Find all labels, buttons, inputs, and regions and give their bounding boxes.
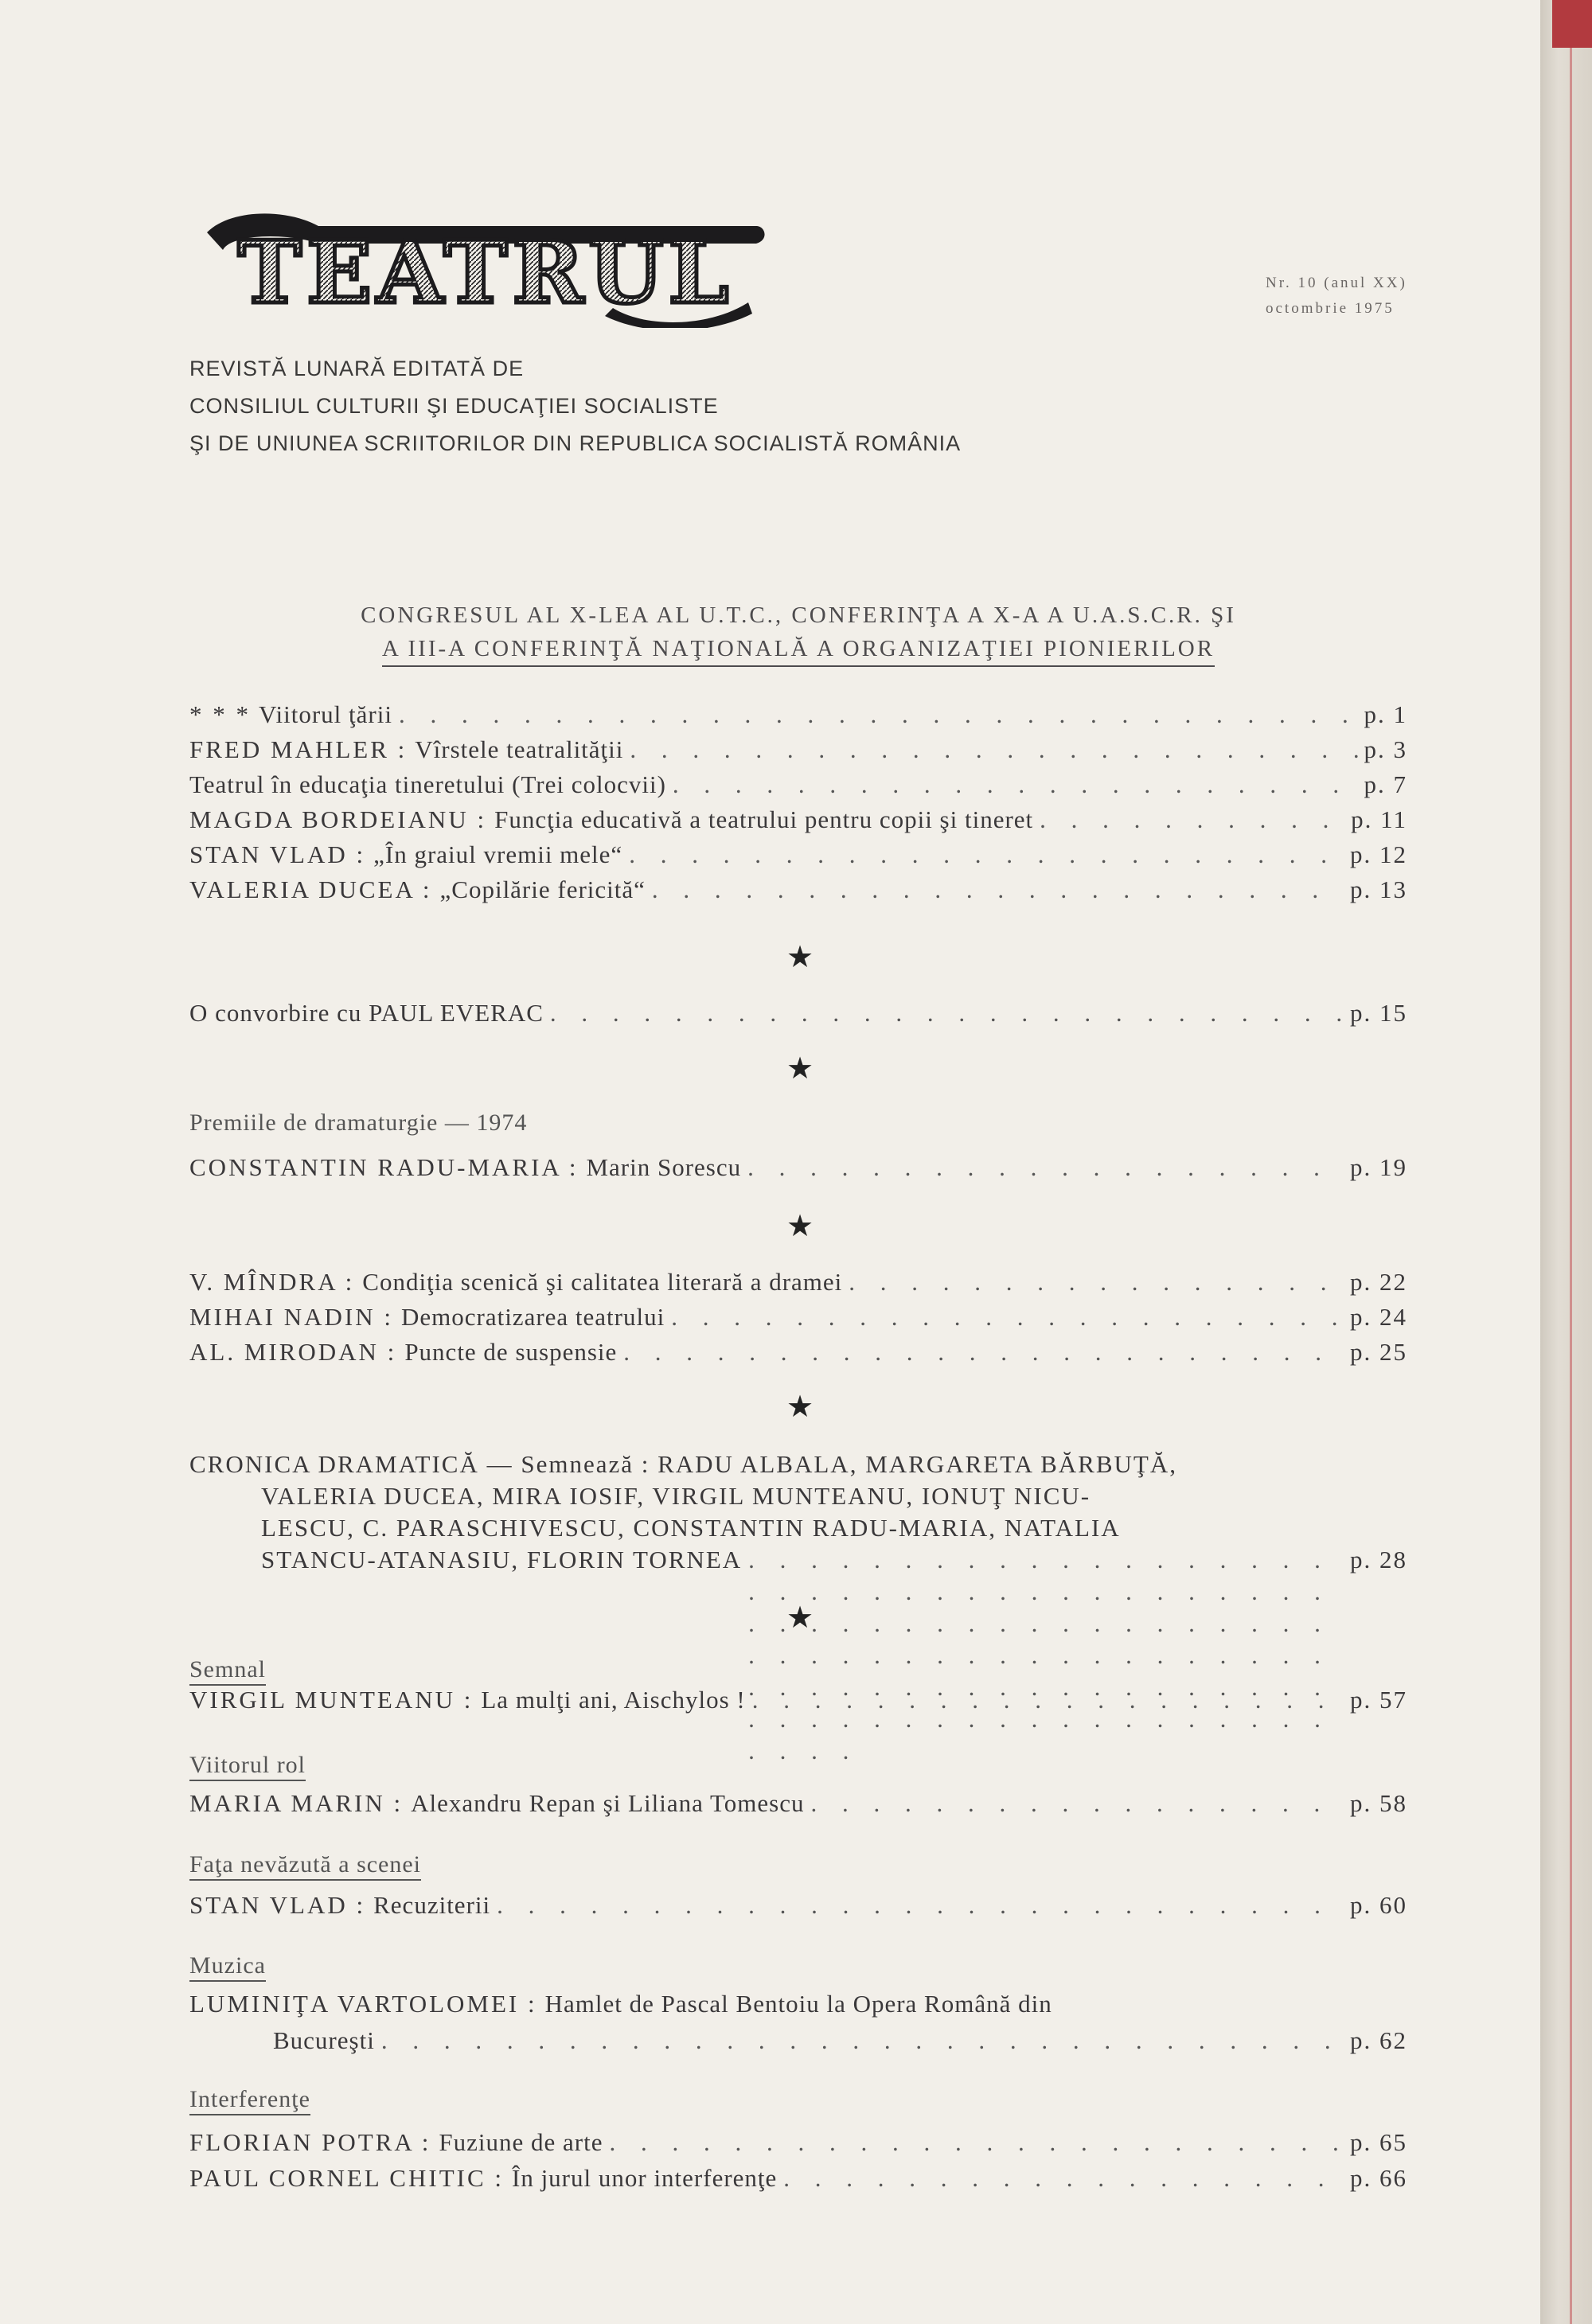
- section-heading: Premiile de dramaturgie — 1974: [189, 1109, 528, 1136]
- toc-entry-continuation[interactable]: [189, 2026, 1407, 2058]
- dot-leader: [623, 1338, 1344, 1367]
- entry-page: p. 66: [1350, 2164, 1407, 2192]
- entry-page: p. 65: [1350, 2128, 1407, 2156]
- entry-author: VALERIA DUCEA :: [189, 875, 432, 903]
- book-spine: [1540, 0, 1592, 2324]
- entry-page: p. 28: [1350, 1546, 1407, 1573]
- chronicle-line-1: CRONICA DRAMATICĂ — Semnează : RADU ALBALA, MARGARETA BĂRBUŢĂ,: [189, 1450, 1177, 1478]
- section-heading: Viitorul rol: [189, 1751, 306, 1781]
- congress-header-line-1: CONGRESUL AL X-LEA AL U.T.C., CONFERINŢA A X-A A U.A.S.C.R. ŞI: [361, 602, 1236, 628]
- entry-page: p. 19: [1350, 1153, 1407, 1181]
- entry-page: p. 58: [1350, 1789, 1407, 1817]
- publisher-block: [189, 350, 961, 462]
- star-separator: ★: [786, 1052, 814, 1086]
- issue-info: [1266, 271, 1407, 322]
- toc-entry[interactable]: [189, 700, 1407, 732]
- star-separator: ★: [786, 1210, 814, 1243]
- dot-leader: [609, 2128, 1344, 2157]
- entry-title: Fuziune de arte: [439, 2128, 603, 2156]
- spine-red-mark: [1552, 0, 1592, 48]
- entry-page: p. 7: [1364, 770, 1407, 798]
- entry-title: Condiţia scenică şi calitatea literară a dramei: [362, 1268, 843, 1296]
- entry-author: MIHAI NADIN :: [189, 1303, 393, 1331]
- dot-leader: [652, 875, 1344, 904]
- spine-red-line: [1570, 48, 1572, 2324]
- entry-author: AL. MIRODAN :: [189, 1338, 397, 1366]
- dot-leader: [849, 1268, 1344, 1297]
- dot-leader: [671, 1303, 1344, 1332]
- dot-leader: [381, 2026, 1344, 2055]
- entry-author: CONSTANTIN RADU-MARIA :: [189, 1153, 579, 1181]
- toc-entry[interactable]: [189, 1990, 1407, 2022]
- entry-page: p. 15: [1350, 999, 1407, 1027]
- entry-title: Democratizarea teatrului: [400, 1303, 665, 1331]
- entry-author: STAN VLAD :: [189, 840, 366, 868]
- entry-page: p. 22: [1350, 1268, 1407, 1296]
- entry-title: Puncte de suspensie: [404, 1338, 618, 1366]
- dot-leader: [783, 2164, 1344, 2193]
- toc-entry[interactable]: [189, 1338, 1407, 1370]
- entry-title: Viitorul ţării: [259, 700, 392, 728]
- toc-entry[interactable]: [189, 770, 1407, 802]
- entry-title: O convorbire cu PAUL EVERAC: [189, 999, 544, 1027]
- dot-leader: [399, 700, 1358, 729]
- issue-number: Nr. 10 (anul XX): [1266, 275, 1407, 291]
- publisher-line-2: CONSILIUL CULTURII ŞI EDUCAŢIEI SOCIALISTE: [189, 394, 719, 418]
- entry-author: VIRGIL MUNTEANU :: [189, 1686, 474, 1714]
- entry-title: În jurul unor interferenţe: [512, 2164, 778, 2192]
- dot-leader: [747, 1153, 1344, 1182]
- chronicle-line-2: VALERIA DUCEA, MIRA IOSIF, VIRGIL MUNTEANU, IONUŢ NICU-: [261, 1482, 1091, 1510]
- entry-author: STAN VLAD :: [189, 1891, 366, 1919]
- entry-title: Alexandru Repan şi Liliana Tomescu: [411, 1789, 805, 1817]
- entry-title: „Copilărie fericită“: [439, 875, 646, 903]
- toc-entry[interactable]: [189, 999, 1407, 1031]
- star-separator: ★: [786, 941, 814, 974]
- logo-wordmark: TEATRUL: [237, 223, 734, 323]
- entry-title: Funcţia educativă a teatrului pentru copii şi tineret: [494, 805, 1034, 833]
- dot-leader: [630, 735, 1357, 764]
- entry-title: Recuziterii: [373, 1891, 491, 1919]
- star-separator: ★: [786, 1390, 814, 1424]
- entry-page: p. 24: [1350, 1303, 1407, 1331]
- entry-author: V. MÎNDRA :: [189, 1268, 355, 1296]
- issue-date: octombrie 1975: [1266, 300, 1395, 317]
- entry-page: p. 13: [1350, 875, 1407, 903]
- entry-author: FRED MAHLER :: [189, 735, 408, 763]
- entry-author: FLORIAN POTRA :: [189, 2128, 431, 2156]
- dot-leader: [673, 770, 1358, 799]
- dot-leader: [752, 1686, 1344, 1714]
- entry-title: La mulţi ani, Aischylos !: [481, 1686, 746, 1714]
- congress-header: [189, 599, 1407, 667]
- publisher-line-3: ŞI DE UNIUNEA SCRIITORILOR DIN REPUBLICA SOCIALISTĂ ROMÂNIA: [189, 431, 962, 455]
- toc-entry[interactable]: [189, 2164, 1407, 2196]
- entry-page: p. 11: [1351, 805, 1407, 833]
- magazine-logo: [199, 209, 772, 328]
- toc-entry[interactable]: [189, 875, 1407, 907]
- dot-leader: [1040, 805, 1344, 834]
- toc-entry[interactable]: [189, 2128, 1407, 2160]
- toc-entry[interactable]: [189, 1891, 1407, 1923]
- entry-page: p. 62: [1350, 2026, 1407, 2054]
- toc-entry[interactable]: [189, 735, 1407, 767]
- entry-page: p. 3: [1364, 735, 1407, 763]
- toc-entry[interactable]: [189, 840, 1407, 872]
- entry-page: p. 1: [1364, 700, 1407, 728]
- section-heading: Faţa nevăzută a scenei: [189, 1850, 421, 1881]
- entry-author: LUMINIŢA VARTOLOMEI :: [189, 1990, 537, 2018]
- section-heading: Interferenţe: [189, 2085, 310, 2115]
- dot-leader: [811, 1789, 1344, 1818]
- dot-leader: [550, 999, 1344, 1027]
- toc-entry[interactable]: [189, 1268, 1407, 1300]
- dot-leader: [748, 1544, 1344, 1767]
- entry-author: * * *: [189, 700, 251, 728]
- toc-entry[interactable]: [189, 805, 1407, 837]
- entry-title: Bucureşti: [273, 2026, 375, 2054]
- entry-title: „În graiul vremii mele“: [373, 840, 623, 868]
- toc-entry[interactable]: [189, 1153, 1407, 1185]
- publisher-line-1: REVISTĂ LUNARĂ EDITATĂ DE: [189, 357, 525, 380]
- entry-title: Vîrstele teatralităţii: [415, 735, 624, 763]
- entry-title: Marin Sorescu: [586, 1153, 742, 1181]
- congress-header-line-2: A III-A CONFERINŢĂ NAŢIONALĂ A ORGANIZAŢIEI PIONIERILOR: [382, 632, 1215, 667]
- entry-author: MARIA MARIN :: [189, 1789, 404, 1817]
- entry-title: Hamlet de Pascal Bentoiu la Opera Română din: [544, 1990, 1052, 2018]
- entry-author: MAGDA BORDEIANU :: [189, 805, 487, 833]
- chronicle-line-3: LESCU, C. PARASCHIVESCU, CONSTANTIN RADU-MARIA, NATALIA: [261, 1514, 1121, 1542]
- entry-title: Teatrul în educaţia tineretului (Trei colocvii): [189, 770, 666, 798]
- section-heading: Semnal: [189, 1655, 266, 1686]
- entry-author: PAUL CORNEL CHITIC :: [189, 2164, 504, 2192]
- dot-leader: [497, 1891, 1344, 1920]
- entry-page: p. 60: [1350, 1891, 1407, 1919]
- star-separator: ★: [786, 1601, 814, 1635]
- toc-entry[interactable]: [189, 1686, 1407, 1718]
- entry-page: p. 57: [1350, 1686, 1407, 1714]
- entry-page: p. 12: [1350, 840, 1407, 868]
- toc-entry[interactable]: [189, 1303, 1407, 1335]
- toc-entry[interactable]: [189, 1789, 1407, 1821]
- dot-leader: [629, 840, 1344, 869]
- section-heading: Muzica: [189, 1952, 266, 1982]
- entry-page: p. 25: [1350, 1338, 1407, 1366]
- chronicle-line-4: STANCU-ATANASIU, FLORIN TORNEA: [261, 1546, 743, 1573]
